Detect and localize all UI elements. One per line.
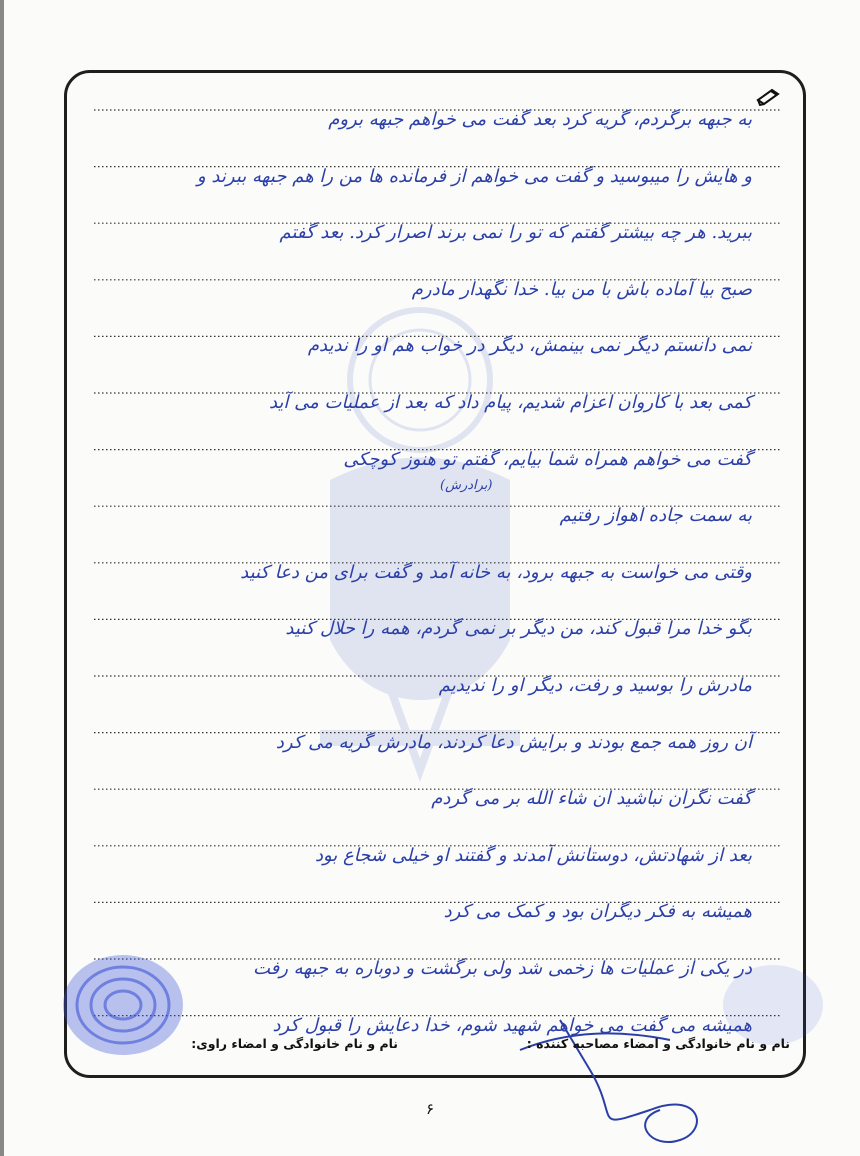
- handwritten-line: همیشه می گفت می خواهم شهید شوم، خدا دعایش را قبول کرد: [272, 1014, 752, 1036]
- handwritten-line: بگو خدا مرا قبول کند، من دیگر بر نمی گردم، همه را حلال کنید: [285, 618, 752, 640]
- handwritten-line: در یکی از عملیات ها زخمی شد ولی برگشت و دوباره به جبهه رفت: [252, 957, 752, 979]
- handwritten-line: گفت نگران نباشید ان شاء الله بر می گردم: [431, 788, 752, 810]
- signature-footer: [90, 1036, 790, 1062]
- handwritten-line: صبح بیا آماده باش با من بیا. خدا نگهدار مادرم: [411, 278, 752, 300]
- handwritten-line: مادرش را بوسید و رفت، دیگر او را ندیدیم: [438, 674, 752, 696]
- handwritten-line: و هایش را میبوسید و گفت می خواهم از فرمانده ها من را هم جبهه ببرند و: [197, 165, 752, 187]
- handwritten-line: بعد از شهادتش، دوستانش آمدند و گفتند او خیلی شجاع بود: [314, 844, 752, 866]
- handwritten-line: نمی دانستم دیگر نمی بینمش، دیگر در خواب هم او را ندیدم: [307, 335, 752, 357]
- handwritten-text: [70, 92, 790, 1036]
- handwritten-line: آن روز همه جمع بودند و برایش دعا کردند، مادرش گریه می کرد: [275, 731, 752, 753]
- narrator-signature-label: نام و نام خانوادگی و امضاء راوی:: [191, 1036, 398, 1051]
- interviewer-signature-label: نام و نام خانوادگی و امضاء مصاحبه کننده :: [526, 1036, 790, 1051]
- handwritten-line: کمی بعد با کاروان اعزام شدیم، پیام داد که بعد از عملیات می آید: [268, 391, 752, 413]
- handwritten-line: همیشه به فکر دیگران بود و کمک می کرد: [443, 901, 752, 923]
- page-number: ۶: [425, 1100, 435, 1118]
- handwritten-line: گفت می خواهم همراه شما بیایم، گفتم تو هنوز کوچکی: [343, 448, 752, 470]
- handwritten-line: ببرید. هر چه بیشتر گفتم که تو را نمی برند اصرار کرد. بعد گفتم: [279, 222, 752, 244]
- signature: [500, 1010, 740, 1150]
- interlinear-note: (برادرش): [440, 478, 493, 493]
- handwritten-line: به سمت جاده اهواز رفتیم: [559, 505, 752, 527]
- handwritten-line: به جبهه برگردم، گریه کرد بعد گفت می خواهم جبهه بروم: [328, 109, 752, 130]
- handwritten-line: وقتی می خواست به جبهه برود، به خانه آمد و گفت برای من دعا کنید: [240, 561, 752, 583]
